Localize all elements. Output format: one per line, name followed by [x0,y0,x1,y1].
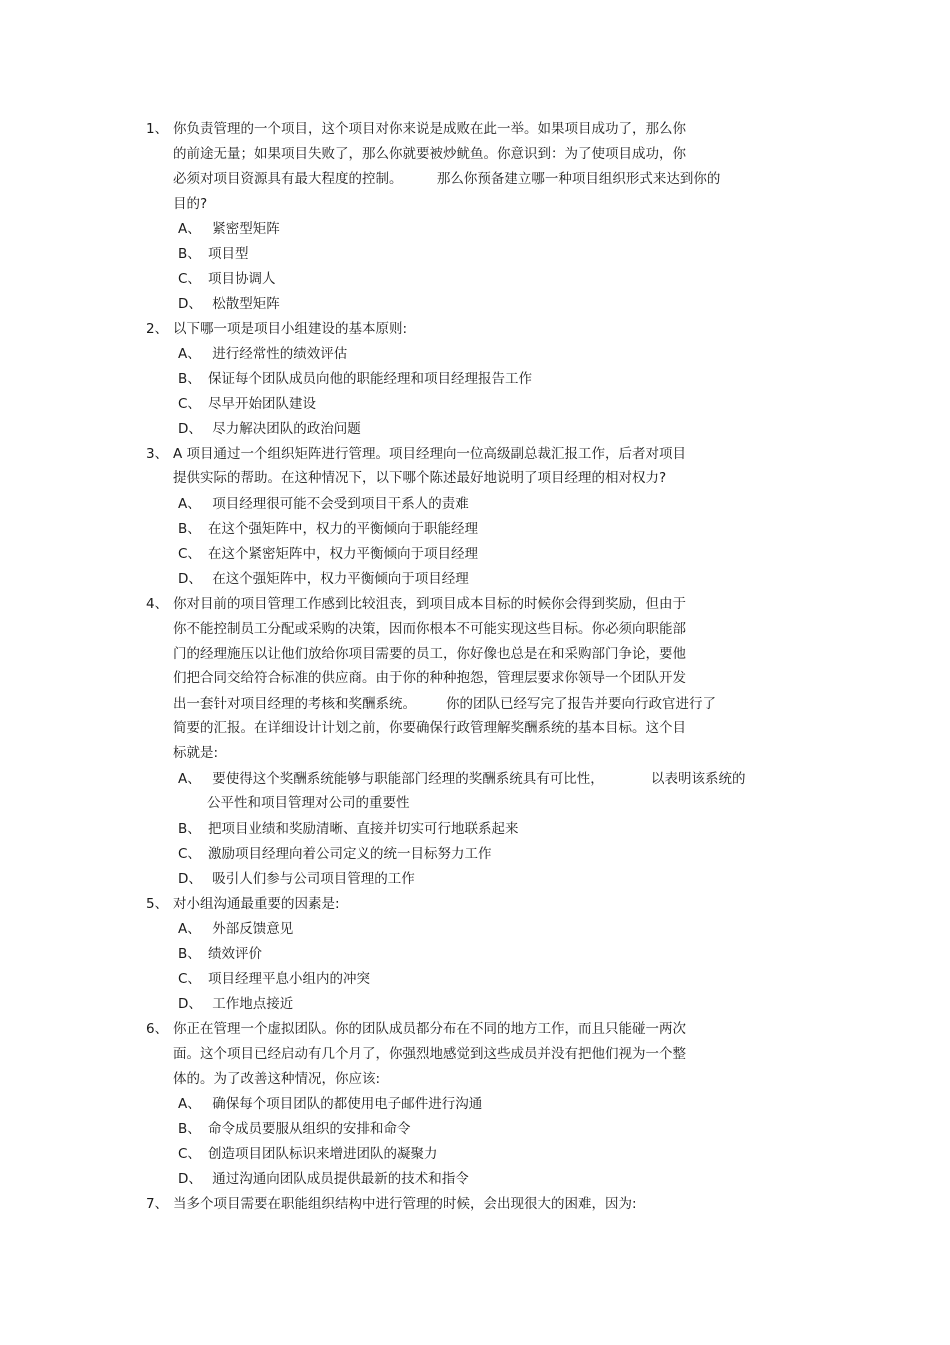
answer-option [178,570,469,588]
answer-option [178,820,519,838]
option-letter: B、 [178,946,201,962]
answer-option [178,245,249,263]
question-text-line: 必须对项目资源具有最大程度的控制。 那么你预备建立哪一种项目组织形式来达到你的 [173,171,721,187]
question-text-line: 提供实际的帮助。在这种情况下，以下哪个陈述最好地说明了项目经理的相对权力? [173,470,667,486]
option-text: 创造项目团队标识来增进团队的凝聚力 [208,1146,438,1162]
question-text-line: 你对目前的项目管理工作感到比较沮丧，到项目成本目标的时候你会得到奖励，但由于 [173,596,686,612]
question-text-line: 目的? [173,196,208,212]
option-text: 尽早开始团队建设 [208,396,316,412]
question-text-line: A 项目通过一个组织矩阵进行管理。项目经理向一位高级副总裁汇报工作，后者对项目 [173,446,687,462]
option-letter: D、 [178,571,202,587]
question-text-line: 出一套针对项目经理的考核和奖酬系统。 你的团队已经写完了报告并要向行政官进行了 [173,696,717,712]
answer-option [178,995,293,1013]
answer-option [178,220,280,238]
option-text: 紧密型矩阵 [208,221,280,237]
answer-option [178,920,293,938]
question-text-line: 面。这个项目已经启动有几个月了，你强烈地感觉到这些成员并没有把他们视为一个整 [173,1046,686,1062]
option-letter: B、 [178,521,201,537]
option-letter: C、 [178,546,201,562]
question-number: 2、 [146,321,169,337]
option-text: 命令成员要服从组织的安排和命令 [208,1121,411,1137]
option-text: 项目经理很可能不会受到项目干系人的责难 [208,496,469,512]
question-text-line: 你正在管理一个虚拟团队。你的团队成员都分布在不同的地方工作，而且只能碰一两次 [173,1021,686,1037]
question-text-line: 对小组沟通最重要的因素是: [173,896,340,912]
option-letter: A、 [178,1096,201,1112]
option-text: 绩效评价 [208,946,262,962]
answer-option [178,770,746,788]
option-text: 吸引人们参与公司项目管理的工作 [208,871,415,887]
answer-option [178,845,492,863]
option-letter: A、 [178,771,201,787]
answer-option [178,495,469,513]
answer-option [178,345,347,363]
option-text: 确保每个项目团队的都使用电子邮件进行沟通 [208,1096,483,1112]
option-letter: D、 [178,871,202,887]
option-text: 项目协调人 [208,271,276,287]
option-text: 要使得这个奖酬系统能够与职能部门经理的奖酬系统具有可比性， 以表明该系统的 [208,771,746,787]
answer-option [178,395,316,413]
option-text: 在这个强矩阵中，权力平衡倾向于项目经理 [208,571,469,587]
answer-option [178,970,370,988]
answer-option [178,1170,469,1188]
option-letter: C、 [178,396,201,412]
question-number: 7、 [146,1196,169,1212]
option-text: 在这个强矩阵中，权力的平衡倾向于职能经理 [208,521,478,537]
question-text-line: 你不能控制员工分配或采购的决策，因而你根本不可能实现这些目标。你必须向职能部 [173,621,686,637]
answer-option [178,420,361,438]
option-letter: B、 [178,821,201,837]
answer-option [178,945,262,963]
option-text: 通过沟通向团队成员提供最新的技术和指令 [208,1171,469,1187]
question-number: 1、 [146,121,169,137]
option-text: 保证每个团队成员向他的职能经理和项目经理报告工作 [208,371,532,387]
option-text: 项目型 [208,246,249,262]
answer-option [178,295,280,313]
answer-option [178,870,415,888]
option-text: 外部反馈意见 [208,921,294,937]
question-text-line: 以下哪一项是项目小组建设的基本原则: [173,321,408,337]
option-letter: D、 [178,421,202,437]
question-text-line: 们把合同交给符合标准的供应商。由于你的种种抱怨，管理层要求你领导一个团队开发 [173,670,686,686]
option-letter: D、 [178,1171,202,1187]
option-letter: A、 [178,346,201,362]
question-text-line: 标就是: [173,745,219,761]
option-text: 尽力解决团队的政治问题 [208,421,361,437]
option-text: 在这个紧密矩阵中，权力平衡倾向于项目经理 [208,546,478,562]
answer-option [178,520,478,538]
answer-option [178,270,276,288]
option-letter: D、 [178,296,202,312]
option-text: 把项目业绩和奖励清晰、直接并切实可行地联系起来 [208,821,519,837]
option-letter: A、 [178,221,201,237]
question-text-line: 你负责管理的一个项目，这个项目对你来说是成败在此一举。如果项目成功了，那么你 [173,121,686,137]
answer-option [178,1145,438,1163]
option-letter: C、 [178,971,201,987]
option-letter: C、 [178,846,201,862]
answer-option [178,1120,411,1138]
option-text-continuation: 公平性和项目管理对公司的重要性 [207,795,410,811]
option-letter: B、 [178,246,201,262]
question-text-line: 简要的汇报。在详细设计计划之前，你要确保行政管理解奖酬系统的基本目标。这个目 [173,720,686,736]
option-letter: C、 [178,1146,201,1162]
answer-option [178,545,478,563]
option-text: 工作地点接近 [208,996,294,1012]
option-letter: B、 [178,1121,201,1137]
question-text-line: 体的。为了改善这种情况，你应该: [173,1071,381,1087]
question-number: 4、 [146,596,169,612]
option-text: 激励项目经理向着公司定义的统一目标努力工作 [208,846,492,862]
option-letter: A、 [178,921,201,937]
question-number: 3、 [146,446,169,462]
answer-option [178,370,532,388]
question-text-line: 的前途无量；如果项目失败了，那么你就要被炒鱿鱼。你意识到：为了使项目成功，你 [173,146,686,162]
option-text: 松散型矩阵 [208,296,280,312]
option-text: 进行经常性的绩效评估 [208,346,348,362]
question-number: 5、 [146,896,169,912]
option-letter: D、 [178,996,202,1012]
option-letter: A、 [178,496,201,512]
question-number: 6、 [146,1021,169,1037]
option-letter: C、 [178,271,201,287]
option-letter: B、 [178,371,201,387]
option-text: 项目经理平息小组内的冲突 [208,971,370,987]
question-text-line: 门的经理施压以让他们放给你项目需要的员工，你好像也总是在和采购部门争论，要他 [173,646,686,662]
question-text-line: 当多个项目需要在职能组织结构中进行管理的时候，会出现很大的困难，因为: [173,1196,637,1212]
answer-option [178,1095,482,1113]
